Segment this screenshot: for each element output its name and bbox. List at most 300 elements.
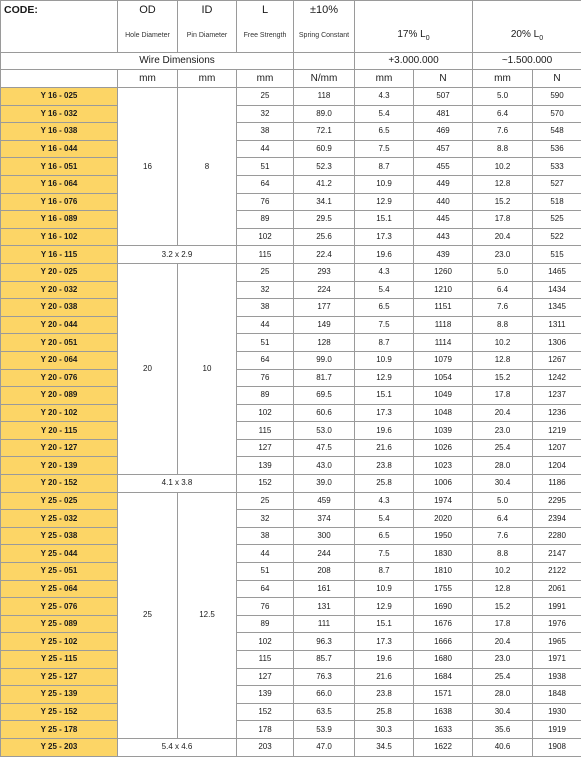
spring-constant-value: 41.2 bbox=[294, 175, 355, 193]
force-17-value: 1049 bbox=[414, 387, 473, 405]
travel-17-value: 23.8 bbox=[355, 686, 414, 704]
force-20-value: 1311 bbox=[533, 316, 581, 334]
force-17-value: 457 bbox=[414, 140, 473, 158]
force-20-value: 1267 bbox=[533, 351, 581, 369]
spring-constant-value: 177 bbox=[294, 299, 355, 317]
travel-20-value: 6.4 bbox=[473, 105, 533, 123]
spring-constant-value: 63.5 bbox=[294, 703, 355, 721]
travel-17-value: 12.9 bbox=[355, 598, 414, 616]
spring-constant-value: 149 bbox=[294, 316, 355, 334]
tolerance-header: ±10% bbox=[294, 1, 355, 20]
force-20-value: 1908 bbox=[533, 738, 581, 756]
tolerance-subheader: Spring Constant bbox=[294, 20, 355, 53]
code-cell: Y 20 - 025 bbox=[1, 263, 118, 281]
travel-17-value: 7.5 bbox=[355, 316, 414, 334]
travel-20-value: 7.6 bbox=[473, 527, 533, 545]
free-length-value: 152 bbox=[237, 703, 294, 721]
cycles-17-header: +3.000.000 bbox=[355, 53, 473, 70]
travel-17-value: 6.5 bbox=[355, 123, 414, 141]
travel-17-value: 10.9 bbox=[355, 580, 414, 598]
wire-dimensions-value: 3.2 x 2.9 bbox=[118, 246, 237, 264]
code-cell: Y 25 - 152 bbox=[1, 703, 118, 721]
travel-17-value: 5.4 bbox=[355, 281, 414, 299]
code-cell: Y 20 - 032 bbox=[1, 281, 118, 299]
free-length-value: 25 bbox=[237, 263, 294, 281]
force-17-value: 439 bbox=[414, 246, 473, 264]
table-row bbox=[1, 404, 581, 422]
force-17-value: 445 bbox=[414, 211, 473, 229]
table-row bbox=[1, 246, 581, 264]
wire-dimensions-header: Wire Dimensions bbox=[118, 53, 237, 70]
free-length-value: 38 bbox=[237, 527, 294, 545]
table-row bbox=[1, 475, 581, 493]
table-row bbox=[1, 140, 581, 158]
force-20-value: 533 bbox=[533, 158, 581, 176]
free-length-value: 76 bbox=[237, 369, 294, 387]
force-20-value: 1236 bbox=[533, 404, 581, 422]
force-17-value: 1755 bbox=[414, 580, 473, 598]
table-row bbox=[1, 422, 581, 440]
spring-constant-value: 34.1 bbox=[294, 193, 355, 211]
travel-20-value: 23.0 bbox=[473, 651, 533, 669]
force-20-value: 1219 bbox=[533, 422, 581, 440]
travel-17-value: 6.5 bbox=[355, 299, 414, 317]
travel-17-value: 21.6 bbox=[355, 668, 414, 686]
table-row bbox=[1, 105, 581, 123]
wire-blank bbox=[1, 53, 118, 70]
force-17-value: 1026 bbox=[414, 439, 473, 457]
group17-subscript: 0 bbox=[426, 35, 430, 42]
free-length-value: 203 bbox=[237, 738, 294, 756]
header-row-1 bbox=[1, 1, 581, 20]
travel-17-value: 4.3 bbox=[355, 263, 414, 281]
code-cell: Y 25 - 139 bbox=[1, 686, 118, 704]
code-cell: Y 16 - 025 bbox=[1, 88, 118, 106]
travel-17-value: 17.3 bbox=[355, 228, 414, 246]
spring-constant-value: 47.0 bbox=[294, 738, 355, 756]
force-17-value: 1684 bbox=[414, 668, 473, 686]
travel-20-value: 28.0 bbox=[473, 457, 533, 475]
force-20-value: 1237 bbox=[533, 387, 581, 405]
table-row bbox=[1, 263, 581, 281]
code-cell: Y 16 - 032 bbox=[1, 105, 118, 123]
code-cell: Y 20 - 139 bbox=[1, 457, 118, 475]
force-20-value: 1976 bbox=[533, 615, 581, 633]
table-row bbox=[1, 351, 581, 369]
code-cell: Y 25 - 051 bbox=[1, 563, 118, 581]
code-cell: Y 16 - 089 bbox=[1, 211, 118, 229]
spring-constant-value: 300 bbox=[294, 527, 355, 545]
spring-constant-value: 39.0 bbox=[294, 475, 355, 493]
travel-17-value: 8.7 bbox=[355, 563, 414, 581]
table-row bbox=[1, 738, 581, 756]
travel-17-value: 8.7 bbox=[355, 158, 414, 176]
travel-17-value: 12.9 bbox=[355, 369, 414, 387]
table-row bbox=[1, 387, 581, 405]
wire-blank-right bbox=[237, 53, 294, 70]
od-subheader: Hole Diameter bbox=[118, 20, 178, 53]
travel-20-value: 12.8 bbox=[473, 580, 533, 598]
free-length-value: 32 bbox=[237, 510, 294, 528]
travel-20-value: 30.4 bbox=[473, 475, 533, 493]
code-cell: Y 20 - 051 bbox=[1, 334, 118, 352]
code-cell: Y 20 - 089 bbox=[1, 387, 118, 405]
group17-label: 17% L bbox=[397, 29, 425, 40]
free-length-value: 64 bbox=[237, 351, 294, 369]
travel-17-value: 30.3 bbox=[355, 721, 414, 739]
code-cell: Y 16 - 115 bbox=[1, 246, 118, 264]
table-row bbox=[1, 281, 581, 299]
force-17-value: 443 bbox=[414, 228, 473, 246]
unit-17-travel: mm bbox=[355, 70, 414, 88]
spring-constant-value: 66.0 bbox=[294, 686, 355, 704]
travel-17-value: 10.9 bbox=[355, 175, 414, 193]
force-17-value: 455 bbox=[414, 158, 473, 176]
force-20-value: 1465 bbox=[533, 263, 581, 281]
spring-constant-value: 25.6 bbox=[294, 228, 355, 246]
force-20-value: 2280 bbox=[533, 527, 581, 545]
table-row bbox=[1, 175, 581, 193]
force-17-value: 1039 bbox=[414, 422, 473, 440]
free-length-value: 51 bbox=[237, 334, 294, 352]
code-cell: Y 25 - 038 bbox=[1, 527, 118, 545]
force-17-value: 449 bbox=[414, 175, 473, 193]
travel-20-value: 17.8 bbox=[473, 211, 533, 229]
force-17-value: 1638 bbox=[414, 703, 473, 721]
spring-constant-value: 53.0 bbox=[294, 422, 355, 440]
force-20-value: 2061 bbox=[533, 580, 581, 598]
travel-17-value: 25.8 bbox=[355, 475, 414, 493]
l-subheader: Free Strength bbox=[237, 20, 294, 53]
code-header: CODE: bbox=[1, 1, 118, 20]
table-row bbox=[1, 228, 581, 246]
freq-blank bbox=[294, 53, 355, 70]
table-row bbox=[1, 299, 581, 317]
force-17-value: 507 bbox=[414, 88, 473, 106]
travel-17-value: 15.1 bbox=[355, 615, 414, 633]
spring-constant-value: 459 bbox=[294, 492, 355, 510]
code-cell: Y 20 - 102 bbox=[1, 404, 118, 422]
spring-constant-value: 69.5 bbox=[294, 387, 355, 405]
travel-17-value: 6.5 bbox=[355, 527, 414, 545]
force-20-value: 2147 bbox=[533, 545, 581, 563]
travel-20-value: 35.6 bbox=[473, 721, 533, 739]
force-17-value: 1118 bbox=[414, 316, 473, 334]
code-cell: Y 16 - 044 bbox=[1, 140, 118, 158]
table-row bbox=[1, 545, 581, 563]
table-row bbox=[1, 527, 581, 545]
travel-20-value: 6.4 bbox=[473, 281, 533, 299]
free-length-value: 178 bbox=[237, 721, 294, 739]
id-subheader: Pin Diameter bbox=[178, 20, 237, 53]
force-17-value: 2020 bbox=[414, 510, 473, 528]
free-length-value: 44 bbox=[237, 316, 294, 334]
table-row bbox=[1, 510, 581, 528]
force-17-value: 1633 bbox=[414, 721, 473, 739]
spring-constant-value: 208 bbox=[294, 563, 355, 581]
travel-20-value: 15.2 bbox=[473, 193, 533, 211]
travel-20-value: 8.8 bbox=[473, 316, 533, 334]
group17-header-top bbox=[355, 1, 473, 20]
id-value: 12.5 bbox=[178, 492, 237, 738]
spring-constant-value: 81.7 bbox=[294, 369, 355, 387]
travel-20-value: 6.4 bbox=[473, 510, 533, 528]
id-header: ID bbox=[178, 1, 237, 20]
free-length-value: 76 bbox=[237, 193, 294, 211]
code-header-blank bbox=[1, 20, 118, 53]
travel-20-value: 40.6 bbox=[473, 738, 533, 756]
force-20-value: 2394 bbox=[533, 510, 581, 528]
unit-20-force: N bbox=[533, 70, 581, 88]
free-length-value: 51 bbox=[237, 158, 294, 176]
spring-constant-value: 96.3 bbox=[294, 633, 355, 651]
force-17-value: 1210 bbox=[414, 281, 473, 299]
unit-od: mm bbox=[118, 70, 178, 88]
free-length-value: 44 bbox=[237, 140, 294, 158]
table-row bbox=[1, 158, 581, 176]
travel-20-value: 7.6 bbox=[473, 299, 533, 317]
unit-spring-constant: N/mm bbox=[294, 70, 355, 88]
code-cell: Y 25 - 025 bbox=[1, 492, 118, 510]
spring-constant-value: 244 bbox=[294, 545, 355, 563]
table-body bbox=[1, 1, 581, 757]
travel-20-value: 30.4 bbox=[473, 703, 533, 721]
table-row bbox=[1, 123, 581, 141]
force-20-value: 536 bbox=[533, 140, 581, 158]
code-cell: Y 25 - 102 bbox=[1, 633, 118, 651]
travel-17-value: 4.3 bbox=[355, 492, 414, 510]
header-row-2 bbox=[1, 20, 581, 53]
travel-17-value: 15.1 bbox=[355, 211, 414, 229]
free-length-value: 139 bbox=[237, 686, 294, 704]
travel-17-value: 15.1 bbox=[355, 387, 414, 405]
free-length-value: 44 bbox=[237, 545, 294, 563]
spring-constant-value: 47.5 bbox=[294, 439, 355, 457]
code-cell: Y 20 - 044 bbox=[1, 316, 118, 334]
travel-20-value: 23.0 bbox=[473, 246, 533, 264]
spring-constant-value: 85.7 bbox=[294, 651, 355, 669]
table-row bbox=[1, 193, 581, 211]
id-value: 10 bbox=[178, 263, 237, 474]
code-cell: Y 20 - 115 bbox=[1, 422, 118, 440]
table-row bbox=[1, 633, 581, 651]
table-row bbox=[1, 598, 581, 616]
spring-constant-value: 60.6 bbox=[294, 404, 355, 422]
od-value: 16 bbox=[118, 88, 178, 246]
force-20-value: 522 bbox=[533, 228, 581, 246]
code-cell: Y 20 - 076 bbox=[1, 369, 118, 387]
unit-20-travel: mm bbox=[473, 70, 533, 88]
force-17-value: 1810 bbox=[414, 563, 473, 581]
table-row bbox=[1, 651, 581, 669]
travel-20-value: 17.8 bbox=[473, 615, 533, 633]
l-header: L bbox=[237, 1, 294, 20]
code-cell: Y 20 - 038 bbox=[1, 299, 118, 317]
free-length-value: 102 bbox=[237, 404, 294, 422]
force-17-value: 1114 bbox=[414, 334, 473, 352]
travel-17-value: 17.3 bbox=[355, 404, 414, 422]
travel-20-value: 25.4 bbox=[473, 439, 533, 457]
code-cell: Y 25 - 076 bbox=[1, 598, 118, 616]
code-cell: Y 25 - 127 bbox=[1, 668, 118, 686]
free-length-value: 89 bbox=[237, 387, 294, 405]
force-20-value: 1434 bbox=[533, 281, 581, 299]
free-length-value: 38 bbox=[237, 123, 294, 141]
force-20-value: 1345 bbox=[533, 299, 581, 317]
spring-constant-value: 76.3 bbox=[294, 668, 355, 686]
spring-constant-value: 60.9 bbox=[294, 140, 355, 158]
table-row bbox=[1, 580, 581, 598]
travel-20-value: 12.8 bbox=[473, 351, 533, 369]
force-20-value: 1991 bbox=[533, 598, 581, 616]
code-cell: Y 16 - 038 bbox=[1, 123, 118, 141]
group20-header bbox=[473, 20, 581, 53]
force-17-value: 1079 bbox=[414, 351, 473, 369]
code-cell: Y 25 - 203 bbox=[1, 738, 118, 756]
spring-constant-value: 293 bbox=[294, 263, 355, 281]
travel-20-value: 20.4 bbox=[473, 633, 533, 651]
free-length-value: 64 bbox=[237, 580, 294, 598]
travel-20-value: 10.2 bbox=[473, 158, 533, 176]
free-length-value: 89 bbox=[237, 211, 294, 229]
force-17-value: 1690 bbox=[414, 598, 473, 616]
travel-17-value: 23.8 bbox=[355, 457, 414, 475]
free-length-value: 64 bbox=[237, 175, 294, 193]
unit-id: mm bbox=[178, 70, 237, 88]
unit-l: mm bbox=[237, 70, 294, 88]
force-20-value: 1204 bbox=[533, 457, 581, 475]
travel-17-value: 5.4 bbox=[355, 510, 414, 528]
travel-20-value: 17.8 bbox=[473, 387, 533, 405]
table-row bbox=[1, 492, 581, 510]
force-17-value: 440 bbox=[414, 193, 473, 211]
force-17-value: 1950 bbox=[414, 527, 473, 545]
force-20-value: 590 bbox=[533, 88, 581, 106]
travel-17-value: 19.6 bbox=[355, 246, 414, 264]
free-length-value: 102 bbox=[237, 633, 294, 651]
travel-20-value: 23.0 bbox=[473, 422, 533, 440]
free-length-value: 51 bbox=[237, 563, 294, 581]
travel-20-value: 20.4 bbox=[473, 228, 533, 246]
force-20-value: 1930 bbox=[533, 703, 581, 721]
travel-17-value: 34.5 bbox=[355, 738, 414, 756]
travel-17-value: 4.3 bbox=[355, 88, 414, 106]
travel-17-value: 19.6 bbox=[355, 651, 414, 669]
code-cell: Y 25 - 089 bbox=[1, 615, 118, 633]
group17-header bbox=[355, 20, 473, 53]
force-17-value: 1260 bbox=[414, 263, 473, 281]
free-length-value: 32 bbox=[237, 281, 294, 299]
travel-20-value: 10.2 bbox=[473, 563, 533, 581]
free-length-value: 115 bbox=[237, 246, 294, 264]
force-20-value: 1242 bbox=[533, 369, 581, 387]
travel-20-value: 8.8 bbox=[473, 545, 533, 563]
travel-20-value: 20.4 bbox=[473, 404, 533, 422]
force-17-value: 1023 bbox=[414, 457, 473, 475]
units-row bbox=[1, 70, 581, 88]
travel-20-value: 5.0 bbox=[473, 263, 533, 281]
group20-label: 20% L bbox=[511, 29, 539, 40]
force-20-value: 525 bbox=[533, 211, 581, 229]
spring-constant-value: 131 bbox=[294, 598, 355, 616]
travel-20-value: 25.4 bbox=[473, 668, 533, 686]
free-length-value: 32 bbox=[237, 105, 294, 123]
code-cell: Y 16 - 051 bbox=[1, 158, 118, 176]
code-cell: Y 20 - 064 bbox=[1, 351, 118, 369]
code-cell: Y 16 - 102 bbox=[1, 228, 118, 246]
spring-constant-value: 161 bbox=[294, 580, 355, 598]
force-17-value: 1676 bbox=[414, 615, 473, 633]
force-20-value: 2295 bbox=[533, 492, 581, 510]
free-length-value: 127 bbox=[237, 668, 294, 686]
force-17-value: 1680 bbox=[414, 651, 473, 669]
code-cell: Y 25 - 115 bbox=[1, 651, 118, 669]
code-cell: Y 20 - 127 bbox=[1, 439, 118, 457]
force-20-value: 1919 bbox=[533, 721, 581, 739]
travel-20-value: 8.8 bbox=[473, 140, 533, 158]
spring-constant-value: 72.1 bbox=[294, 123, 355, 141]
travel-17-value: 7.5 bbox=[355, 140, 414, 158]
free-length-value: 76 bbox=[237, 598, 294, 616]
force-20-value: 1938 bbox=[533, 668, 581, 686]
code-cell: Y 25 - 044 bbox=[1, 545, 118, 563]
cycles-20-header: ~1.500.000 bbox=[473, 53, 581, 70]
travel-17-value: 12.9 bbox=[355, 193, 414, 211]
table-row bbox=[1, 615, 581, 633]
spring-constant-value: 118 bbox=[294, 88, 355, 106]
travel-17-value: 19.6 bbox=[355, 422, 414, 440]
free-length-value: 25 bbox=[237, 492, 294, 510]
force-17-value: 1151 bbox=[414, 299, 473, 317]
force-20-value: 1965 bbox=[533, 633, 581, 651]
travel-17-value: 7.5 bbox=[355, 545, 414, 563]
force-17-value: 1830 bbox=[414, 545, 473, 563]
spring-constant-value: 29.5 bbox=[294, 211, 355, 229]
wire-dimensions-value: 5.4 x 4.6 bbox=[118, 738, 237, 756]
free-length-value: 115 bbox=[237, 422, 294, 440]
spring-constant-value: 224 bbox=[294, 281, 355, 299]
free-length-value: 25 bbox=[237, 88, 294, 106]
force-20-value: 2122 bbox=[533, 563, 581, 581]
force-20-value: 548 bbox=[533, 123, 581, 141]
od-header: OD bbox=[118, 1, 178, 20]
group20-subscript: 0 bbox=[539, 35, 543, 42]
free-length-value: 102 bbox=[237, 228, 294, 246]
force-20-value: 1207 bbox=[533, 439, 581, 457]
force-20-value: 1306 bbox=[533, 334, 581, 352]
travel-17-value: 17.3 bbox=[355, 633, 414, 651]
spring-constant-value: 111 bbox=[294, 615, 355, 633]
od-value: 25 bbox=[118, 492, 178, 738]
table-row bbox=[1, 316, 581, 334]
table-row bbox=[1, 88, 581, 106]
table-row bbox=[1, 439, 581, 457]
free-length-value: 115 bbox=[237, 651, 294, 669]
force-17-value: 481 bbox=[414, 105, 473, 123]
spring-constant-value: 43.0 bbox=[294, 457, 355, 475]
force-20-value: 515 bbox=[533, 246, 581, 264]
force-20-value: 1971 bbox=[533, 651, 581, 669]
force-17-value: 1974 bbox=[414, 492, 473, 510]
force-20-value: 1186 bbox=[533, 475, 581, 493]
force-20-value: 570 bbox=[533, 105, 581, 123]
table-row bbox=[1, 721, 581, 739]
force-17-value: 1622 bbox=[414, 738, 473, 756]
force-17-value: 1666 bbox=[414, 633, 473, 651]
code-cell: Y 25 - 032 bbox=[1, 510, 118, 528]
group20-header-top bbox=[473, 1, 581, 20]
code-cell: Y 25 - 178 bbox=[1, 721, 118, 739]
